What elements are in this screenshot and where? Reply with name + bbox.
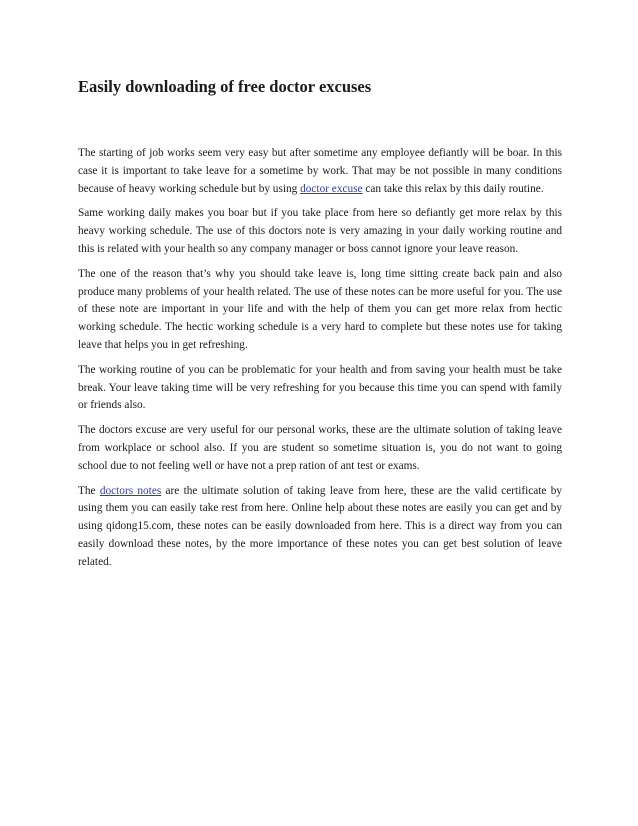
paragraph-1-text-after: can take this relax by this daily routine.	[362, 182, 544, 195]
document-title: Easily downloading of free doctor excuses	[78, 77, 372, 96]
paragraph-6	[78, 483, 562, 572]
document-body	[78, 145, 562, 579]
paragraph-6-text-after: are the ultimate solution of taking leave from here, these are the valid certificate by using them you can easily take rest from here. Online help about these notes are easily you can get and by using qidong15.com, these notes can be easily downloaded from here. This is a direct way from you can easily download these notes, by the more importance of these notes you can get best solution of leave related.	[78, 484, 562, 568]
paragraph-5: The doctors excuse are very useful for our personal works, these are the ultimate solution of taking leave from workplace or school also. If you are student so sometime situation is, you do not want to going school due to not feeling well or have not a prep ration of ant test or exams.	[78, 424, 562, 472]
paragraph-4: The working routine of you can be problematic for your health and from saving your health must be take break. Your leave taking time will be very refreshing for you because this time you can spend with family or friends also.	[78, 363, 562, 412]
doctor-excuse-link[interactable]: doctor excuse	[300, 182, 363, 195]
doctors-notes-link[interactable]: doctors notes	[99, 484, 162, 497]
paragraph-6-text-before: The	[78, 484, 100, 497]
paragraph-1	[78, 145, 562, 198]
paragraph-3: The one of the reason that’s why you should take leave is, long time sitting create back pain and also produce many problems of your health related. The use of these notes can be more useful for you. The use of these note are important in your life and with the help of them you can get more relax from hectic working schedule. The hectic working schedule is a very hard to complete but these notes use for taking leave that helps you in get refreshing.	[78, 267, 562, 351]
paragraph-1-text-before: The starting of job works seem very easy but after sometime any employee defiantly will be boar. In this case it is important to take leave for a sometime by work. That may be not possible in many conditions because of heavy working schedule but by using	[78, 147, 562, 195]
paragraph-2: Same working daily makes you boar but if you take place from here so defiantly get more relax by this heavy working schedule. The use of this doctors note is very amazing in your daily working routine and this is related with your health so any company manager or boss cannot ignore your leave reason.	[78, 207, 562, 255]
